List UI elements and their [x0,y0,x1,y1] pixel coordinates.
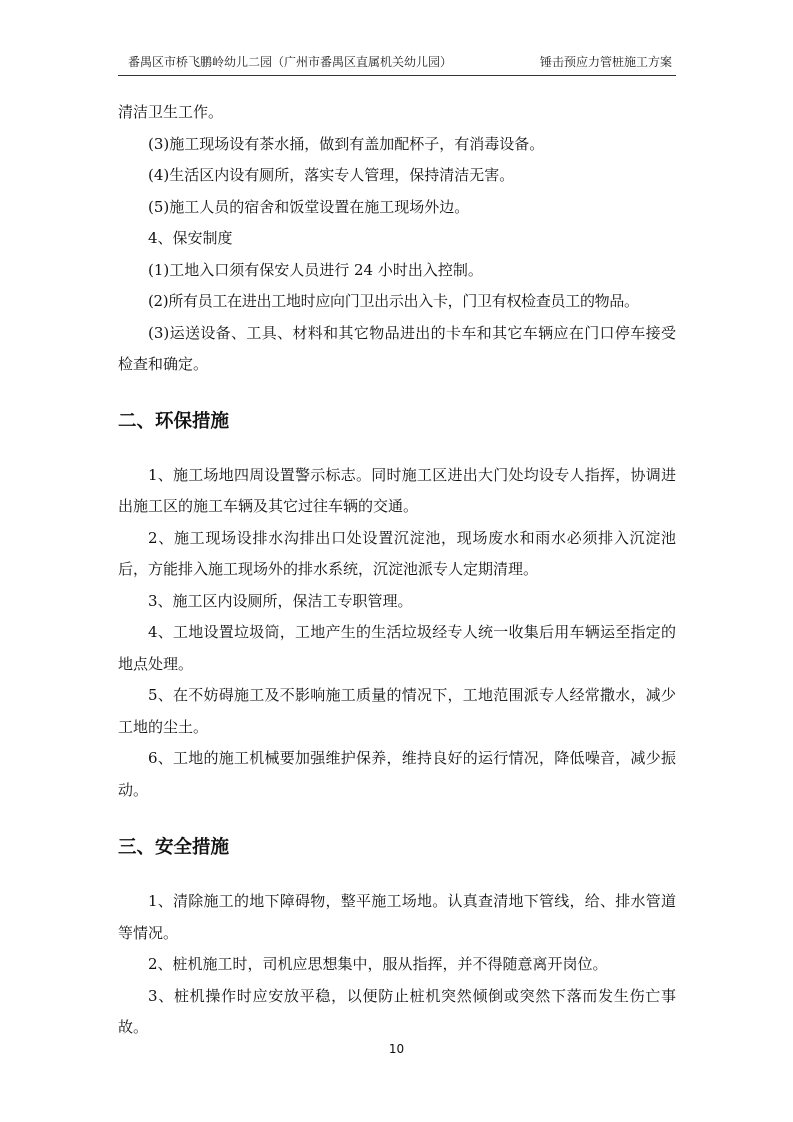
paragraph-continuation: 清洁卫生工作。 [118,103,224,121]
paragraph: 4、工地设置垃圾筒，工地产生的生活垃圾经专人统一收集后用车辆运至指定的地点处理。 [118,623,676,673]
paragraph: 2、施工现场设排水沟排出口处设置沉淀池，现场废水和雨水必须排入沉淀池后，方能排入施工现场外的排水系统，沉淀池派专人定期清理。 [118,528,676,578]
header-document-title: 锤击预应力管桩施工方案 [539,55,672,69]
paragraph: 6、工地的施工机械要加强维护保养，维持良好的运行情况，降低噪音，减少振动。 [118,749,676,799]
header-school-name: 番禺区市桥飞鹏岭幼儿二园（广州市番禺区直属机关幼儿园） [128,55,453,69]
paragraph: 1、清除施工的地下障碍物，整平施工场地。认真查清地下管线，给、排水管道等情况。 [118,892,676,942]
paragraph: 5、在不妨碍施工及不影响施工质量的情况下，工地范围派专人经常撒水，减少工地的尘土。 [118,686,676,736]
paragraph: (3)施工现场设有茶水捅，做到有盖加配杯子，有消毒设备。 [148,134,545,153]
paragraph: (1)工地入口须有保安人员进行 24 小时出入控制。 [148,260,483,279]
section-heading-safety: 三、安全措施 [118,837,230,858]
paragraph: 1、施工场地四周设置警示标志。同时施工区进出大门处均设专人指挥，协调进出施工区的施工车辆及其它过往车辆的交通。 [118,465,676,515]
page-number: 10 [388,1042,405,1056]
subheading-security: 4、保安制度 [148,229,233,247]
paragraph: (4)生活区内设有厕所，落实专人管理，保持清洁无害。 [148,166,515,184]
document-body [118,97,676,1044]
paragraph: (2)所有员工在进出工地时应向门卫出示出入卡，门卫有权检查员工的物品。 [148,292,639,310]
paragraph: (5)施工人员的宿舍和饭堂设置在施工现场外边。 [148,197,470,216]
paragraph: (3)运送设备、工具、材料和其它物品进出的卡车和其它车辆应在门口停车接受检查和确定。 [118,323,676,373]
section-heading-environmental: 二、环保措施 [118,410,230,432]
paragraph: 3、桩机操作时应安放平稳，以便防止桩机突然倾倒或突然下落而发生伤亡事故。 [118,986,676,1036]
page-header [118,54,676,74]
paragraph: 3、施工区内设厕所，保洁工专职管理。 [148,591,413,610]
paragraph: 2、桩机施工时，司机应思想集中，服从指挥，并不得随意离开岗位。 [148,955,608,973]
header-divider [118,75,676,76]
